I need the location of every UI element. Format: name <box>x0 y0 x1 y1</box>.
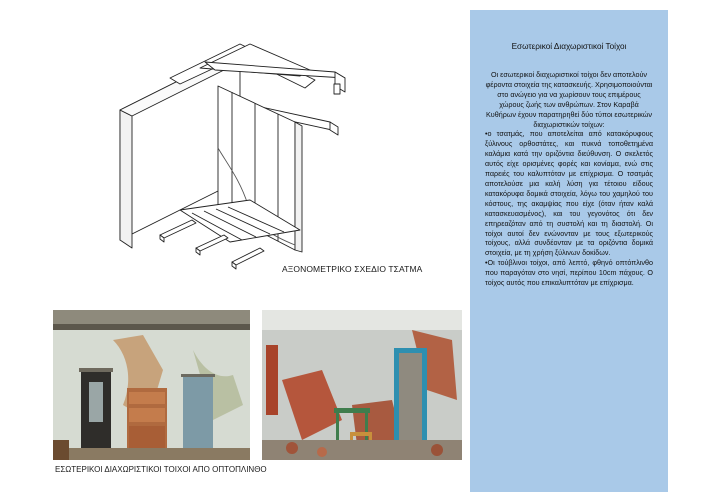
axonometric-caption: ΑΞΟΝΟΜΕΤΡΙΚΟ ΣΧΕΔΙΟ ΤΣΑΤΜΑ <box>282 264 423 274</box>
axonometric-drawing <box>100 30 370 275</box>
panel-point-brick: •Οι τούβλινοι τοίχοι, από λεπτό, φθηνό οπτόπλινθο που παραγόταν στο νησί, περίπου 10cm πάχους. Ο τοίχος αυτός που επικαλυπτόταν με επίχρισμα. <box>485 258 653 288</box>
panel-intro-paragraph: Οι εσωτερικοί διαχωριστικοί τοίχοι δεν αποτελούν φέροντα στοιχεία της κατασκευής. Χρησιμοποιούνται στο ανώγειο για να χωρίσουν τους επιμέρους χώρους ζωής των ανθρώπων. Στον Καραβά Κυθήρων έχουν παρατηρηθεί δύο τύποι εσωτερικών διαχωριστικών τοίχων: <box>485 70 653 129</box>
interior-photo-doorways <box>53 310 250 460</box>
panel-body <box>485 70 653 288</box>
interior-photo-brick-wall <box>262 310 462 460</box>
panel-point-tsatmas: •ο τσατμάς, που αποτελείται από κατακόρυφους ξύλινους ορθοστάτες, και πυκνά τοποθετημένα καλάμια κατά την οριζόντια διεύθυνση. Ο σκελετός αυτός είχε ορισμένες φορές και κονίαμα, ενώ στις παρειές του καλυπτόταν με επίχρισμα. Ο τσατμάς αποτελούσε μια καλή λύση για τέτοιου είδους κατακόρυφα δομικά στοιχεία, λόγω του χαμηλού του κόστους, της ακαμψίας που είχε (όταν ήταν καλά κατασκευασμένος), και του γεγονότος ότι δεν επηρεαζόταν από τη συστολή και τη διαστολή. Οι τοίχοι αυτοί δεν ενώνονταν με τους εξωτερικούς τοίχους, αλλά συνδέονταν με τα οριζόντια δομικά στοιχεία, με τη χρήση ξύλινων δοκίδων. <box>485 129 653 258</box>
panel-title: Εσωτερικοί Διαχωριστικοί Τοίχοι <box>511 42 627 51</box>
photos-caption: ΕΣΩΤΕΡΙΚΟΙ ΔΙΑΧΩΡΙΣΤΙΚΟΙ ΤΟΙΧΟΙ ΑΠΟ ΟΠΤΟΠΛΙΝΘΟ <box>55 465 267 474</box>
text-panel <box>470 10 668 492</box>
